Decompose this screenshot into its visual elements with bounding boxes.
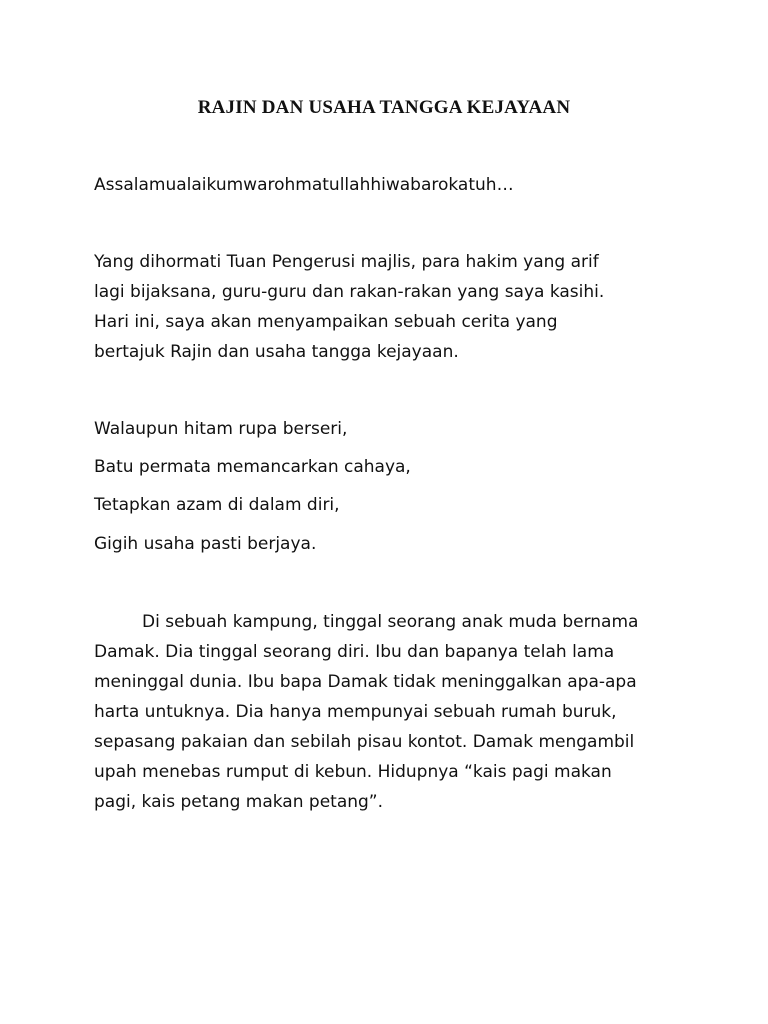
story-line: pagi, kais petang makan petang”. (94, 792, 384, 812)
pantun-line: Walaupun hitam rupa berseri, (94, 419, 348, 439)
intro-line: lagi bijaksana, guru-guru dan rakan-rakan yang saya kasihi. (94, 282, 605, 302)
story-line: meninggal dunia. Ibu bapa Damak tidak meninggalkan apa-apa (94, 672, 637, 692)
intro-line: Yang dihormati Tuan Pengerusi majlis, para hakim yang arif (94, 252, 599, 272)
story-line: Damak. Dia tinggal seorang diri. Ibu dan bapanya telah lama (94, 642, 615, 662)
document-title: RAJIN DAN USAHA TANGGA KEJAYAAN (197, 97, 571, 118)
intro-line: Hari ini, saya akan menyampaikan sebuah cerita yang (94, 312, 558, 332)
pantun-line: Gigih usaha pasti berjaya. (94, 534, 317, 554)
story-line: Di sebuah kampung, tinggal seorang anak muda bernama (142, 612, 639, 632)
story-line: harta untuknya. Dia hanya mempunyai sebuah rumah buruk, (94, 702, 617, 722)
greeting: Assalamualaikumwarohmatullahhiwabarokatuh… (94, 175, 514, 195)
story-line: sepasang pakaian dan sebilah pisau kontot. Damak mengambil (94, 732, 635, 752)
pantun-line: Tetapkan azam di dalam diri, (94, 495, 340, 515)
pantun-line: Batu permata memancarkan cahaya, (94, 457, 411, 477)
story-line: upah menebas rumput di kebun. Hidupnya “kais pagi makan (94, 762, 612, 782)
intro-line: bertajuk Rajin dan usaha tangga kejayaan. (94, 342, 459, 362)
